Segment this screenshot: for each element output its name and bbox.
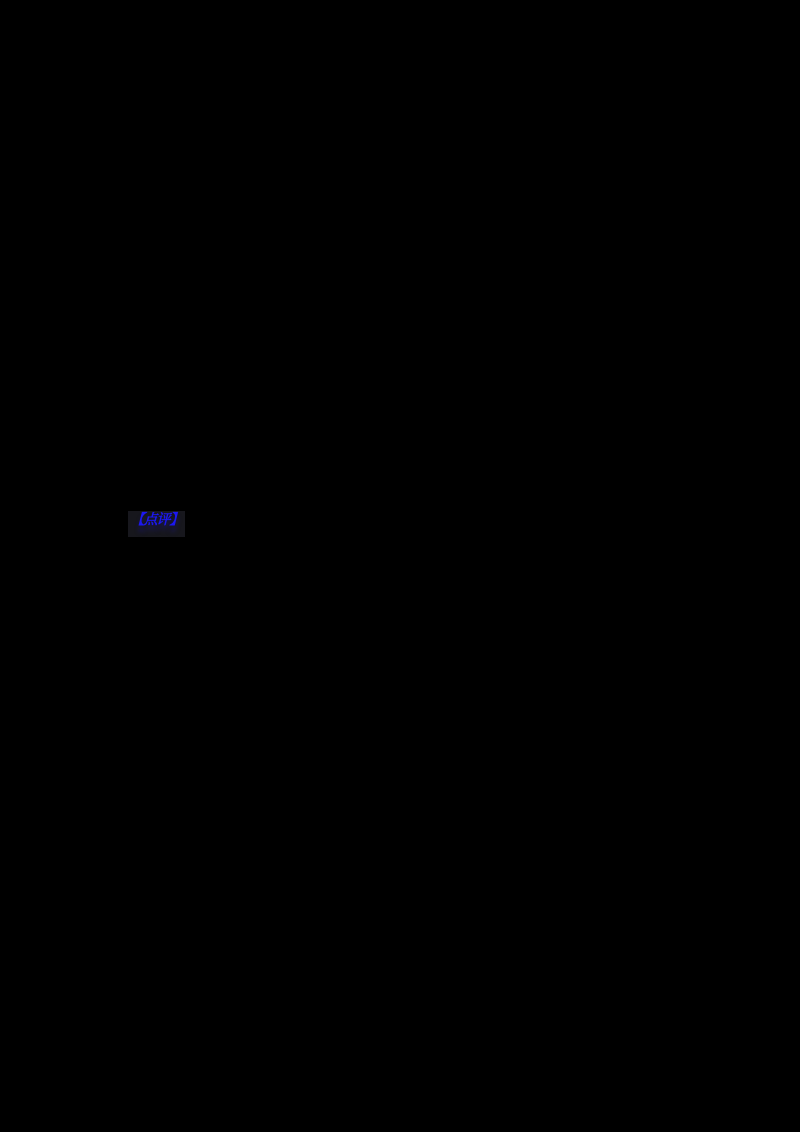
comment-label-badge <box>128 511 185 537</box>
comment-label-text: 【点评】 <box>130 512 183 528</box>
